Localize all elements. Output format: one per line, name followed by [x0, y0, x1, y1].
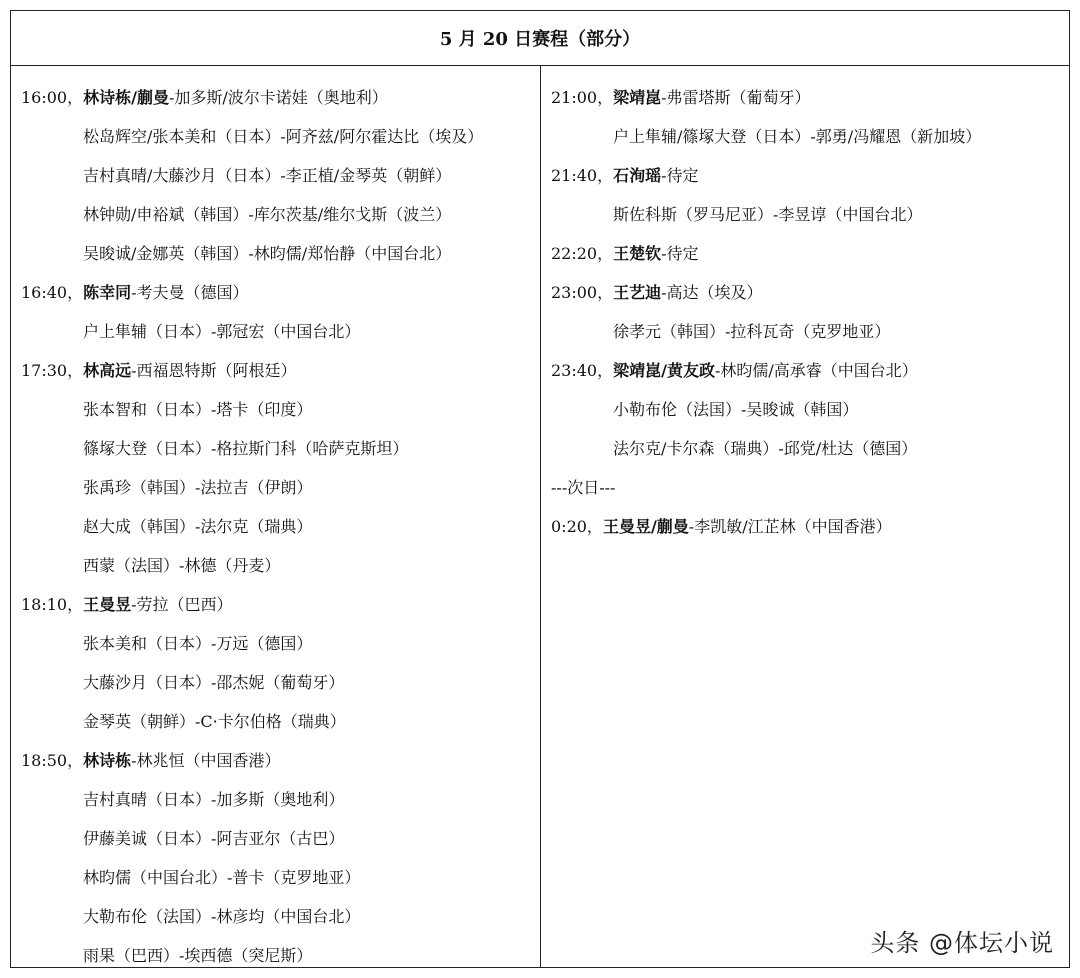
match-detail: -林兆恒（中国香港） — [131, 751, 281, 770]
left-column — [11, 65, 540, 967]
match-detail: 西蒙（法国）-林德（丹麦） — [83, 556, 281, 575]
match-time: 21:40， — [551, 166, 614, 185]
match-detail: 篠塚大登（日本）-格拉斯门科（哈萨克斯坦） — [83, 439, 409, 458]
match-detail: 小勒布伦（法国）-吴晙诚（韩国） — [613, 400, 859, 419]
schedule-match-row — [21, 780, 540, 819]
schedule-match-row — [21, 624, 540, 663]
chinese-player: 石洵瑶 — [613, 166, 662, 185]
schedule-match-row — [21, 117, 540, 156]
chinese-player: 陈幸同 — [83, 283, 132, 302]
schedule-time-row — [551, 273, 1069, 312]
match-time: ---次日--- — [551, 478, 616, 497]
match-detail: 徐孝元（韩国）-拉科瓦奇（克罗地亚） — [613, 322, 891, 341]
match-detail: -西福恩特斯（阿根廷） — [131, 361, 297, 380]
watermark: 头条 @体坛小说 — [870, 929, 1054, 957]
match-detail: -考夫曼（德国） — [131, 283, 249, 302]
match-detail: 金琴英（朝鲜）-C·卡尔伯格（瑞典） — [83, 712, 346, 731]
schedule-title: 5 月 20 日赛程（部分） — [11, 11, 1069, 66]
match-detail: -林昀儒/高承睿（中国台北） — [714, 361, 918, 380]
schedule-match-row — [21, 390, 540, 429]
schedule-table — [10, 10, 1070, 968]
match-time: 17:30， — [21, 361, 84, 380]
chinese-player: 王曼昱/蒯曼 — [602, 517, 689, 536]
schedule-match-row — [21, 195, 540, 234]
chinese-player: 王曼昱 — [83, 595, 132, 614]
match-detail: 松岛辉空/张本美和（日本）-阿齐兹/阿尔霍达比（埃及） — [83, 127, 484, 146]
match-detail: 斯佐科斯（罗马尼亚）-李昱谆（中国台北） — [613, 205, 923, 224]
schedule-match-row — [21, 156, 540, 195]
schedule-match-row — [21, 897, 540, 936]
schedule-time-row — [21, 78, 540, 117]
match-time: 16:00， — [21, 88, 84, 107]
match-detail: -高达（埃及） — [661, 283, 763, 302]
match-time: 18:10， — [21, 595, 84, 614]
schedule-match-row — [21, 663, 540, 702]
schedule-time-row — [21, 351, 540, 390]
chinese-player: 王艺迪 — [613, 283, 662, 302]
match-detail: 张本智和（日本）-塔卡（印度） — [83, 400, 313, 419]
schedule-time-row — [551, 468, 1069, 507]
schedule-match-row — [551, 429, 1069, 468]
match-detail: 法尔克/卡尔森（瑞典）-邱党/杜达（德国） — [613, 439, 918, 458]
schedule-match-row — [21, 702, 540, 741]
schedule-match-row — [551, 195, 1069, 234]
match-time: 23:40， — [551, 361, 614, 380]
match-detail: 赵大成（韩国）-法尔克（瑞典） — [83, 517, 313, 536]
match-detail: 户上隼辅（日本）-郭冠宏（中国台北） — [83, 322, 361, 341]
schedule-time-row — [551, 351, 1069, 390]
chinese-player: 王楚钦 — [613, 244, 662, 263]
right-column — [541, 65, 1069, 967]
match-detail: 大勒布伦（法国）-林彦均（中国台北） — [83, 907, 361, 926]
match-time: 16:40， — [21, 283, 84, 302]
schedule-time-row — [21, 585, 540, 624]
schedule-match-row — [21, 312, 540, 351]
match-detail: 伊藤美诚（日本）-阿吉亚尔（古巴） — [83, 829, 345, 848]
match-detail: 张禹珍（韩国）-法拉吉（伊朗） — [83, 478, 313, 497]
chinese-player: 梁靖崑/黄友政 — [613, 361, 715, 380]
schedule-match-row — [21, 936, 540, 975]
match-detail: 林钟勋/申裕斌（韩国）-库尔茨基/维尔戈斯（波兰） — [83, 205, 452, 224]
match-detail: -加多斯/波尔卡诺娃（奥地利） — [168, 88, 388, 107]
chinese-player: 林高远 — [83, 361, 132, 380]
schedule-time-row — [21, 273, 540, 312]
schedule-match-row — [551, 312, 1069, 351]
schedule-match-row — [21, 429, 540, 468]
match-time: 0:20， — [551, 517, 603, 536]
schedule-match-row — [551, 117, 1069, 156]
match-detail: 吉村真晴/大藤沙月（日本）-李正植/金琴英（朝鲜） — [83, 166, 452, 185]
schedule-match-row — [21, 468, 540, 507]
schedule-match-row — [21, 546, 540, 585]
match-detail: 吴晙诚/金娜英（韩国）-林昀儒/郑怡静（中国台北） — [83, 244, 452, 263]
match-detail: 吉村真晴（日本）-加多斯（奥地利） — [83, 790, 345, 809]
match-time: 23:00， — [551, 283, 614, 302]
schedule-match-row — [21, 507, 540, 546]
schedule-match-row — [21, 858, 540, 897]
schedule-time-row — [551, 507, 1069, 546]
match-detail: -待定 — [661, 166, 699, 185]
match-detail: -弗雷塔斯（葡萄牙） — [661, 88, 811, 107]
match-time: 21:00， — [551, 88, 614, 107]
match-detail: 林昀儒（中国台北）-普卡（克罗地亚） — [83, 868, 361, 887]
schedule-time-row — [551, 156, 1069, 195]
chinese-player: 林诗栋/蒯曼 — [83, 88, 169, 107]
match-time: 18:50， — [21, 751, 84, 770]
chinese-player: 梁靖崑 — [613, 88, 662, 107]
schedule-match-row — [21, 819, 540, 858]
schedule-match-row — [21, 234, 540, 273]
match-time: 22:20， — [551, 244, 614, 263]
chinese-player: 林诗栋 — [83, 751, 132, 770]
match-detail: 户上隼辅/篠塚大登（日本）-郭勇/冯耀恩（新加坡） — [613, 127, 982, 146]
match-detail: 张本美和（日本）-万远（德国） — [83, 634, 313, 653]
match-detail: 大藤沙月（日本）-邵杰妮（葡萄牙） — [83, 673, 345, 692]
schedule-time-row — [21, 741, 540, 780]
schedule-time-row — [551, 234, 1069, 273]
match-detail: -劳拉（巴西） — [131, 595, 233, 614]
match-detail: -李凯敏/江芷林（中国香港） — [688, 517, 892, 536]
match-detail: 雨果（巴西）-埃西德（突尼斯） — [83, 946, 313, 965]
schedule-match-row — [551, 390, 1069, 429]
schedule-time-row — [551, 78, 1069, 117]
match-detail: -待定 — [661, 244, 699, 263]
